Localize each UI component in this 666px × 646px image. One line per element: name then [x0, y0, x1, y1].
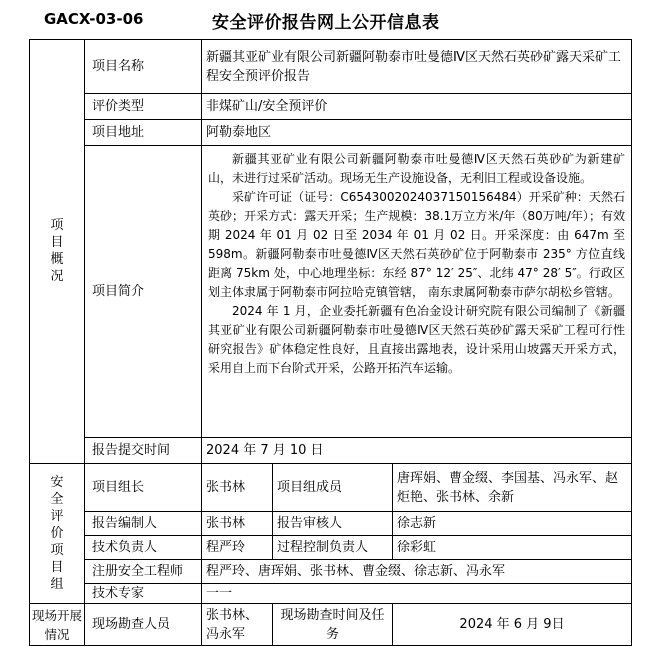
row-site	[30, 604, 632, 646]
info-table	[29, 39, 632, 646]
document-code: GACX-03-06	[44, 10, 144, 28]
section-site	[30, 604, 85, 646]
section-team	[30, 464, 85, 604]
section-team-label: 安全评价项目组	[50, 474, 64, 592]
row-author	[30, 512, 632, 536]
engineers-value: 程严玲、唐珲娟、张书林、曹金缀、徐志新、冯永军	[202, 560, 632, 584]
author-label: 报告编制人	[85, 512, 202, 536]
row-submit-date	[30, 438, 632, 464]
members-value: 唐珲娟、曹金缀、李国基、冯永军、赵炬艳、张书林、余新	[393, 464, 632, 512]
row-expert	[30, 584, 632, 604]
intro-paragraph: 新疆其亚矿业有限公司新疆阿勒泰市吐曼德Ⅳ区天然石英砂矿为新建矿山，未进行过采矿活动。现场无生产设施设备，无利旧工程或设备设施。	[208, 152, 625, 185]
project-name-value: 新疆其亚矿业有限公司新疆阿勒泰市吐曼德Ⅳ区天然石英砂矿露天采矿工程安全预评价报告	[202, 40, 632, 94]
address-label: 项目地址	[85, 120, 202, 146]
eval-type-label: 评价类型	[85, 94, 202, 120]
leader-label: 项目组长	[85, 464, 202, 512]
section-overview-label: 项目概况	[50, 218, 64, 284]
section-overview	[30, 40, 85, 464]
reviewer-label: 报告审核人	[273, 512, 393, 536]
project-name-label: 项目名称	[85, 40, 202, 94]
author-value: 张书林	[202, 512, 273, 536]
section-site-label: 现场开展情况	[31, 607, 82, 642]
engineers-label: 注册安全工程师	[85, 560, 202, 584]
expert-value: 一一	[202, 584, 632, 604]
process-value: 徐彩虹	[393, 536, 632, 560]
leader-value: 张书林	[202, 464, 273, 512]
inspectors-label: 现场勘查人员	[85, 604, 202, 646]
page-title: 安全评价报告网上公开信息表	[212, 13, 440, 33]
tech-lead-value: 程严玲	[202, 536, 273, 560]
intro-value	[202, 146, 632, 438]
intro-paragraph: 采矿许可证（证号：C6543002024037150156484）开采矿种：天然石英砂；开采方式：露天开采；生产规模：38.1万立方米/年（80万吨/年）；有效期 2024 年 01 月 02 日至 2034 年 01 月 02 日。开采深度：由 647m 至 598m。新疆阿勒泰市吐曼德Ⅳ区天然石英砂矿位于阿勒泰市 235° 方位直线距离 75km 处，中心地理坐标：东经 87° 12′ 25″、北纬 47° 28′ 5″。行政区划主体隶属于阿勒泰市阿拉哈克镇管辖， 南东隶属阿勒泰市萨尔胡松乡管辖。	[208, 190, 625, 299]
inspectors-value: 张书林、冯永军	[202, 604, 273, 646]
address-value: 阿勒泰地区	[202, 120, 632, 146]
row-address	[30, 120, 632, 146]
row-project-name	[30, 40, 632, 94]
reviewer-value: 徐志新	[393, 512, 632, 536]
submit-date-value: 2024 年 7 月 10 日	[202, 438, 632, 464]
members-label: 项目组成员	[273, 464, 393, 512]
eval-type-value: 非煤矿山/安全预评价	[202, 94, 632, 120]
process-label: 过程控制负责人	[273, 536, 393, 560]
submit-date-label: 报告提交时间	[85, 438, 202, 464]
inspection-time-value: 2024 年 6 月 9日	[393, 604, 632, 646]
row-engineers	[30, 560, 632, 584]
row-tech-lead	[30, 536, 632, 560]
row-intro	[30, 146, 632, 438]
row-eval-type	[30, 94, 632, 120]
inspection-time-label: 现场勘查时间及任务	[273, 604, 393, 646]
intro-paragraph: 2024 年 1 月，企业委托新疆有色冶金设计研究院有限公司编制了《新疆其亚矿业有限公司新疆阿勒泰市吐曼德Ⅳ区天然石英砂矿露天采矿工程可行性研究报告》矿体稳定性良好，且直接出露地表，设计采用山坡露天开采方式，采用自上而下台阶式开采，公路开拓汽车运输。	[208, 304, 625, 375]
row-team-leader	[30, 464, 632, 512]
expert-label: 技术专家	[85, 584, 202, 604]
intro-label: 项目简介	[85, 146, 202, 438]
tech-lead-label: 技术负责人	[85, 536, 202, 560]
